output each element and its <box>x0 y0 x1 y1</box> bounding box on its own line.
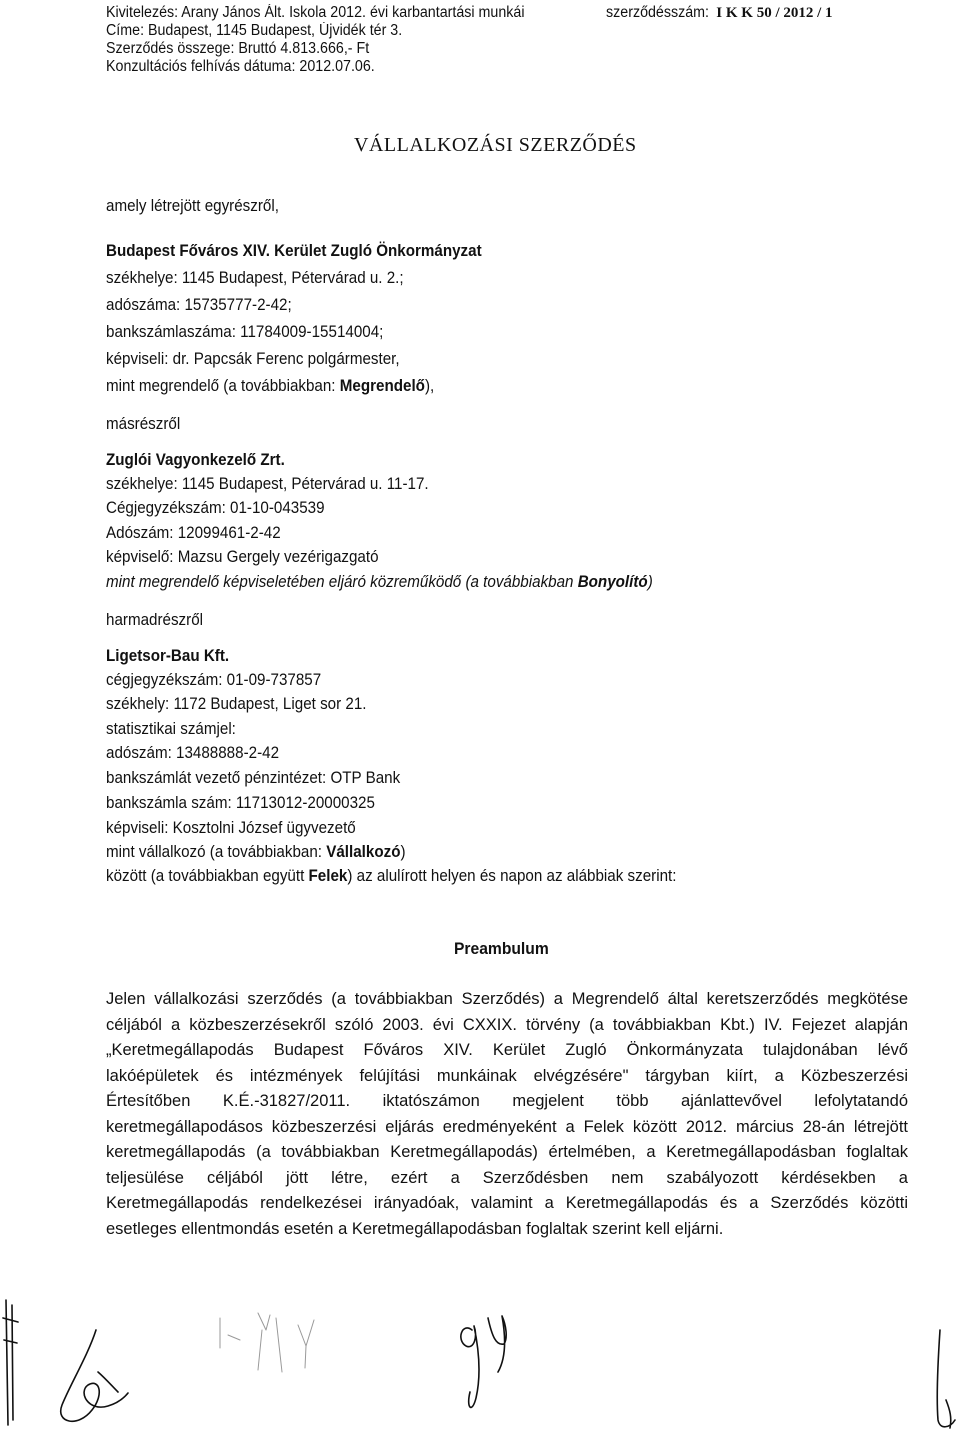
preamble-line: „Keretmegállapodás Budapest Főváros XIV. Kerület Zugló Önkormányzata tulajdonában lévő <box>106 1041 908 1059</box>
preamble-line: lakóépületek és intézmények felújítási munkáinak elvégzésére" tárgyban kiírt, a Közbeszerzési <box>106 1066 908 1085</box>
preamble-line: Jelen vállalkozási szerződés (a továbbiakban Szerződés) a Megrendelő által keretszerződés megkötése <box>106 990 908 1008</box>
party2-role-suffix: ) <box>647 573 653 591</box>
preamble-line: keretmegállapodásos közbeszerzési eljárás eredményeként a Felek között 2012. március 28-án létrejött <box>106 1117 908 1136</box>
party3-line: cégjegyzékszám: 01-09-737857 <box>106 671 322 689</box>
party3-line: képviseli: Kosztolni József ügyvezető <box>106 819 356 837</box>
preamble-line: keretmegállapodás (a továbbiakban Keretmegállapodás) értelmében, a Keretmegállapodásban foglaltak <box>106 1143 908 1161</box>
party3-role-bold: Vállalkozó <box>326 843 401 861</box>
connector-masreszrol: másrészről <box>106 415 181 433</box>
connector-harmadreszrol: harmadrészről <box>106 611 204 629</box>
party3-role-suffix: ) <box>400 843 406 861</box>
party2-line: képviselő: Mazsu Gergely vezérigazgató <box>106 548 379 566</box>
preamble-line: Értesítőben K.É.-31827/2011. iktatószámon megjelent több ajánlattevővel lefolytatandó <box>106 1092 908 1110</box>
intro-text: amely létrejött egyrészről, <box>106 197 279 215</box>
party1-line: adószáma: 15735777-2-42; <box>106 296 292 314</box>
header-line-4: Konzultációs felhívás dátuma: 2012.07.06. <box>106 58 375 75</box>
signature-faint-mark <box>220 1313 314 1372</box>
party1-role-bold: Megrendelő <box>339 377 425 395</box>
header-line-3: Szerződés összege: Bruttó 4.813.666,- Ft <box>106 40 370 57</box>
preamble-heading: Preambulum <box>454 939 549 958</box>
party3-line: székhely: 1172 Budapest, Liget sor 21. <box>106 695 367 713</box>
closing-prefix: között (a továbbiakban együtt <box>106 867 309 885</box>
party3-line: bankszámla szám: 11713012-20000325 <box>106 794 375 812</box>
preamble-line: céljából a közbeszerzésekről szóló 2003. évi CXXIX. törvény (a továbbiakban Kbt.) IV. Fejezet alapján <box>106 1015 908 1034</box>
party2-line: Adószám: 12099461-2-42 <box>106 524 281 542</box>
party1-line: székhelye: 1145 Budapest, Pétervárad u. 2.; <box>106 269 404 287</box>
party3-line: adószám: 13488888-2-42 <box>106 744 280 762</box>
signature-mark-left <box>3 1300 18 1425</box>
closing-bold: Felek <box>308 867 348 885</box>
party3-name: Ligetsor-Bau Kft. <box>106 647 230 665</box>
signature-initial-2 <box>461 1316 506 1407</box>
signature-initial-1 <box>61 1330 128 1421</box>
party1-line: bankszámlaszáma: 11784009-15514004; <box>106 323 384 341</box>
closing-suffix: ) az alulírott helyen és napon az alábbiak szerint: <box>347 867 677 885</box>
party2-role-prefix: mint megrendelő képviseletében eljáró közreműködő (a továbbiakban <box>106 573 578 591</box>
party2-line: székhelye: 1145 Budapest, Pétervárad u. 11-17. <box>106 475 429 493</box>
party2-role-bold: Bonyolító <box>577 573 648 591</box>
party1-line: képviseli: dr. Papcsák Ferenc polgármester, <box>106 350 400 368</box>
signature-initial-3 <box>937 1330 955 1428</box>
party3-line: bankszámlát vezető pénzintézet: OTP Bank <box>106 769 401 787</box>
party1-role-suffix: ), <box>424 377 435 395</box>
document-title: VÁLLALKOZÁSI SZERZŐDÉS <box>354 134 637 156</box>
preamble-line: teljesülése céljából jött létre, ezért a Szerződésben nem szabályozott kérdésekben a <box>106 1168 908 1187</box>
preamble-line: Keretmegállapodás rendelkezései irányadóak, valamint a Keretmegállapodás és a Szerződés közötti <box>106 1194 908 1212</box>
preamble-line: esetleges ellentmondás esetén a Keretmegállapodásban foglaltak szerint kell eljárni. <box>106 1219 724 1238</box>
party1-role-prefix: mint megrendelő (a továbbiakban: <box>106 377 340 395</box>
party3-role-prefix: mint vállalkozó (a továbbiakban: <box>106 843 327 861</box>
header-line-2: Címe: Budapest, 1145 Budapest, Újvidék tér 3. <box>106 22 403 39</box>
party1-name: Budapest Főváros XIV. Kerület Zugló Önkormányzat <box>106 242 482 260</box>
contract-number-label: szerződésszám: <box>606 4 710 21</box>
party3-line: statisztikai számjel: <box>106 720 236 738</box>
party2-name: Zuglói Vagyonkezelő Zrt. <box>106 451 285 469</box>
contract-number-value: I K K 50 / 2012 / 1 <box>716 5 833 21</box>
party2-line: Cégjegyzékszám: 01-10-043539 <box>106 499 325 517</box>
header-line-1: Kivitelezés: Arany János Ált. Iskola 2012. évi karbantartási munkái <box>106 4 525 21</box>
